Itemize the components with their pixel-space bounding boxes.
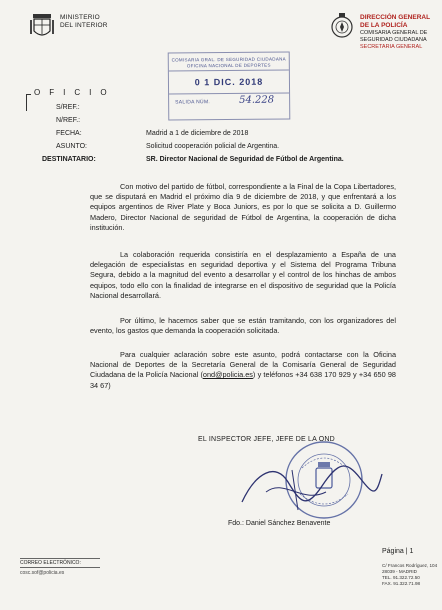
ond-email-link[interactable]: ond@policia.es [202, 370, 253, 380]
destinatario-value: SR. Director Nacional de Seguridad de Fútbol de Argentina. [146, 156, 344, 163]
page-number: Página | 1 [382, 548, 414, 555]
document-type-label: OFICIO [34, 88, 116, 97]
sref-label: S/REF.: [56, 104, 80, 111]
paragraph-1: Con motivo del partido de fútbol, correspondiente a la Final de la Copa Libertadores, que se disputará en Madrid el próximo día 9 de diciembre de 2018, y que enfrentará a los equipos argentinos de River Plate y Boca Juniors, es por lo que se solicita a D. Guillermo Madero, Director Nacional de seguridad de Fútbol de Argentina, la cooperación de dicha institución. [90, 182, 396, 232]
stamp-office-line: COMISARIA GRAL. DE SEGURIDAD CIUDADANA [171, 56, 286, 63]
police-directorate-name: DIRECCIÓN GENERAL DE LA POLICÍA [360, 14, 431, 29]
police-badge-icon [330, 12, 354, 42]
stamp-department-line: OFICINA NACIONAL DE DEPORTES [186, 62, 271, 69]
stamp-date: 0 1 DIC. 2018 [194, 76, 264, 88]
handwritten-signature [236, 452, 386, 518]
signed-by: Fdo.: Daniel Sánchez Benavente [228, 520, 331, 527]
oficio-bracket [26, 94, 31, 111]
asunto-label: ASUNTO: [56, 143, 87, 150]
signer-title: EL INSPECTOR JEFE, JEFE DE LA OND [198, 436, 335, 443]
ministry-name: MINISTERIO DEL INTERIOR [60, 14, 108, 29]
police-commissariat-name: COMISARIA GENERAL DE SEGURIDAD CIUDADANA SECRETARIA GENERAL [360, 30, 428, 50]
stamp-salida-label: SALIDA NÚM. [175, 99, 211, 106]
paragraph-3: Por último, le hacemos saber que se están tramitando, con los organizadores del evento, los gastos que demanda la cooperación solicitada. [90, 316, 396, 336]
footer-email-label: CORREO ELECTRÓNICO: [20, 558, 100, 568]
destinatario-label: DESTINATARIO: [42, 156, 96, 163]
fecha-value: Madrid a 1 de diciembre de 2018 [146, 130, 249, 137]
registry-stamp [168, 51, 291, 120]
stamp-salida-number: 54.228 [239, 94, 275, 106]
footer-address: C/ Francos Rodríguez, 104 28039 - MADRID TEL. 91.322.72.50 FAX. 91.322.71.98 [382, 563, 438, 586]
nref-label: N/REF.: [56, 117, 81, 124]
asunto-value: Solicitud cooperación policial de Argentina. [146, 143, 280, 150]
spain-coat-of-arms-icon [30, 12, 54, 42]
paragraph-4: Para cualquier aclaración sobre este asunto, podrá contactarse con la Oficina Nacional de Deportes de la Secretaría General de la Comisaría General de Seguridad Ciudadana de la Policía Nacional (ond@policia.es) y teléfonos +34 638 170 929 y +34 650 98 34 67) [90, 350, 396, 390]
fecha-label: FECHA: [56, 130, 82, 137]
paragraph-2: La colaboración requerida consistiría en el desplazamiento a España de una delegación de especialistas en seguridad deportiva y el Sistema del Programa Tribuna Segura, debido a la magnitud del evento a desarrollar y el control de los hinchas de ambos equipos, todo ello con la finalidad de integrarse en el dispositivo de seguridad que la Policía Nacional desarrollará. [90, 250, 396, 300]
footer-email-value[interactable]: cosc.sof@policia.es [20, 570, 65, 576]
